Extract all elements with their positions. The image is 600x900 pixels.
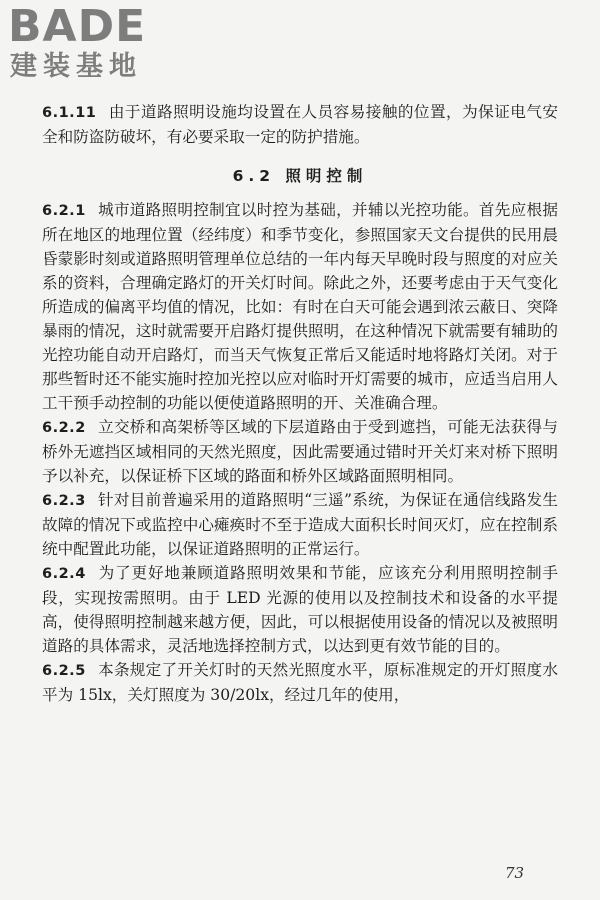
clause-number: 6.2.5 — [42, 663, 86, 679]
clause-text: 城市道路照明控制宜以时控为基础，并辅以光控功能。首先应根据所在地区的地理位置（经纬度）和季节变化，参照国家天文台提供的民用晨昏蒙影时刻或道路照明管理单位总结的一年内每天早晚时段与照度的对应关系的资料，合理确定路灯的开关灯时间。除此之外，还要考虑由于天气变化所造成的偏离平均值的情况，比如：有时在白天可能会遇到浓云蔽日、突降暴雨的情况，这时就需要开启路灯提供照明，在这种情况下就需要有辅助的光控功能自动开启路灯，而当天气恢复正常后又能适时地将路灯关闭。对于那些暂时还不能实施时控加光控以应对临时开灯需要的城市，应适当启用人工干预手动控制的功能以便使道路照明的开、关准确合理。 — [42, 201, 558, 412]
clause-number: 6.2.3 — [42, 493, 86, 509]
clause-number: 6.2.4 — [42, 566, 86, 582]
paragraph-6-2-4 — [42, 561, 558, 658]
paragraph-6-2-5 — [42, 658, 558, 707]
clause-text: 立交桥和高架桥等区域的下层道路由于受到遮挡，可能无法获得与桥外无遮挡区域相同的天然光照度，因此需要通过错时开关灯来对桥下照明予以补充，以保证桥下区域的路面和桥外区域路面照明相同。 — [42, 418, 558, 485]
clause-number: 6.2.1 — [42, 203, 86, 219]
paragraph-6-1-11 — [42, 100, 558, 149]
section-title: 6.2 照明控制 — [232, 167, 368, 185]
clause-number: 6.2.2 — [42, 420, 86, 436]
logo — [8, 1, 183, 86]
clause-text: 针对目前普遍采用的道路照明“三遥”系统，为保证在通信线路发生故障的情况下或监控中心瘫痪时不至于造成大面积长时间灭灯，应在控制系统中配置此功能，以保证道路照明的正常运行。 — [42, 491, 558, 558]
paragraph-6-2-1 — [42, 198, 558, 415]
document-body — [42, 100, 558, 707]
clause-number: 6.1.11 — [42, 105, 97, 121]
clause-text: 为了更好地兼顾道路照明效果和节能，应该充分利用照明控制手段，实现按需照明。由于 LED 光源的使用以及控制技术和设备的水平提高，使得照明控制越来越方便，因此，可以根据使用设备的情况以及被照明道路的具体需求，灵活地选择控制方式，以达到更有效节能的目的。 — [42, 564, 558, 655]
logo-brand: BADE — [8, 1, 147, 52]
paragraph-6-2-2 — [42, 415, 558, 488]
page-number: 73 — [505, 864, 525, 882]
paragraph-6-2-3 — [42, 488, 558, 561]
logo-subtitle: 建装基地 — [10, 51, 142, 82]
clause-text: 本条规定了开关灯时的天然光照度水平，原标准规定的开灯照度水平为 15lx，关灯照度为 30/20lx，经过几年的使用， — [42, 661, 558, 704]
clause-text: 由于道路照明设施均设置在人员容易接触的位置，为保证电气安全和防盗防破坏，有必要采取一定的防护措施。 — [42, 103, 558, 146]
